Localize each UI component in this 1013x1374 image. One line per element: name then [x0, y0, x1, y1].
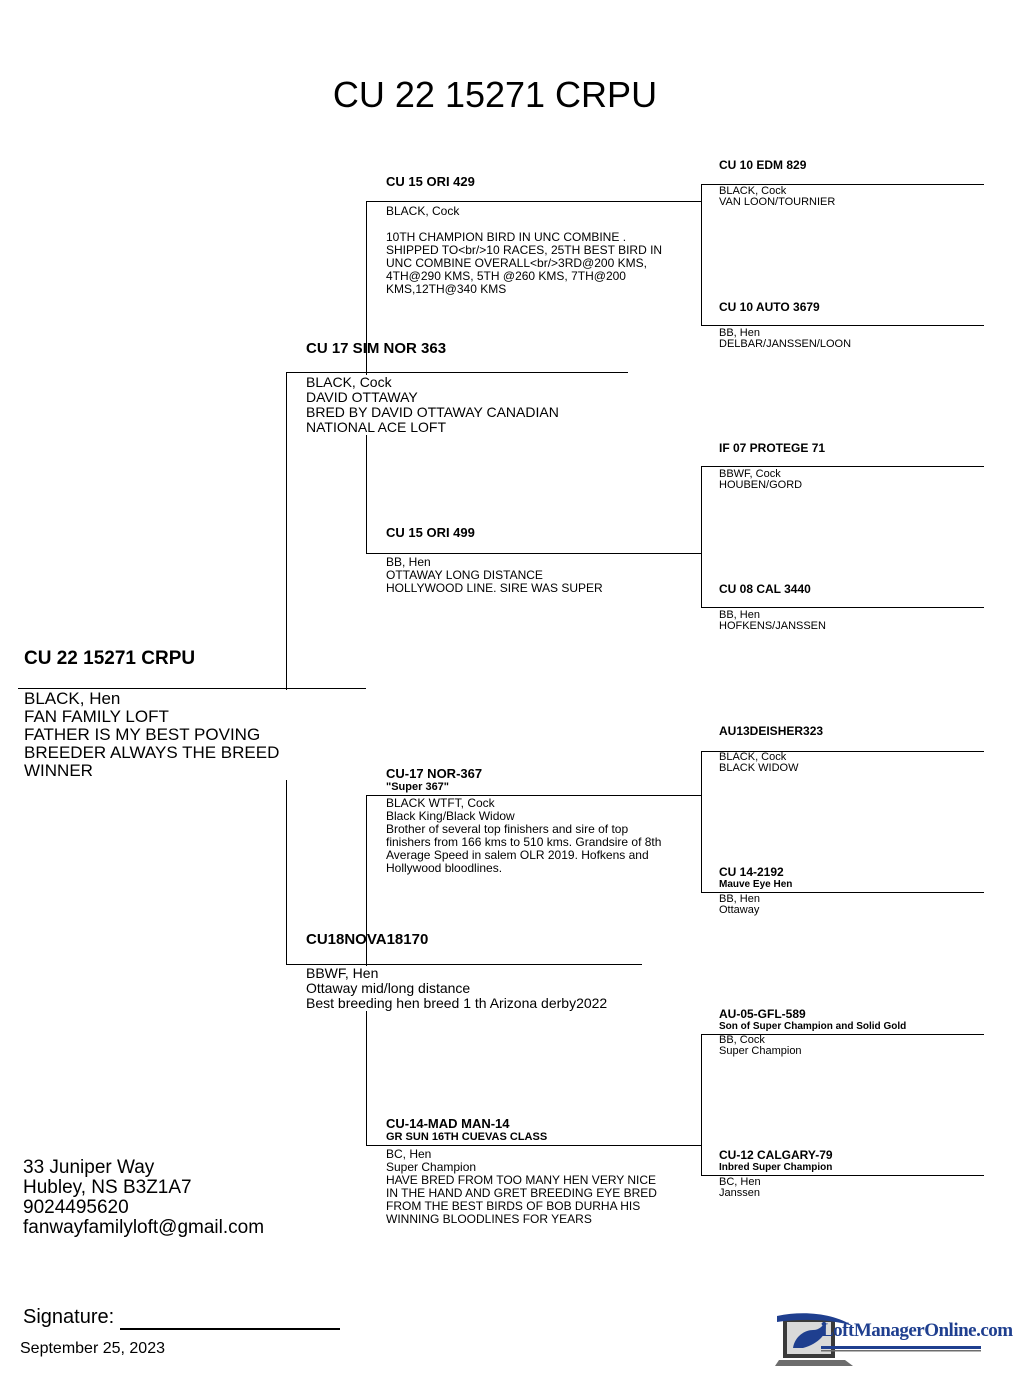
- dd-band: CU-14-MAD MAN-14: [386, 1116, 510, 1131]
- signature-line: [120, 1328, 340, 1330]
- owner-street: 33 Juniper Way: [23, 1157, 155, 1178]
- dss-details: BLACK, Cock BLACK WIDOW: [719, 751, 799, 774]
- sdd-band: CU 08 CAL 3440: [719, 582, 811, 596]
- dds-band: AU-05-GFL-589: [719, 1007, 806, 1021]
- ds-band: CU-17 NOR-367: [386, 766, 483, 781]
- ddd-band: CU-12 CALGARY-79: [719, 1148, 833, 1162]
- dss-band: AU13DEISHER323: [719, 724, 824, 738]
- signature-label: Signature:: [23, 1306, 115, 1328]
- sss-band: CU 10 EDM 829: [719, 158, 807, 172]
- sd-connector: [701, 466, 702, 608]
- ss-band: CU 15 ORI 429: [386, 174, 475, 189]
- owner-address: [23, 1158, 264, 1238]
- ddd-details: BC, Hen Janssen: [719, 1176, 761, 1199]
- dd-subtitle: GR SUN 16TH CUEVAS CLASS: [386, 1131, 548, 1143]
- ss-details: BLACK, Cock 10TH CHAMPION BIRD IN UNC COMBINE . SHIPPED TO<br/>10 RACES, 25TH BEST BIRD IN UNC COMBINE OVERALL<br/>3RD@200 KMS, 4TH@290 KMS, 5TH @260 KMS, 7TH@200 KMS,12TH@340 KMS: [386, 204, 663, 296]
- sd-band: CU 15 ORI 499: [386, 525, 475, 540]
- dd-connector: [701, 1034, 702, 1176]
- ds-details: BLACK WTFT, Cock Black King/Black Widow Brother of several top finishers and sire of top finishers from 166 kms to 510 kms. Grandsire of 8th Average Speed in salem OLR 2019. Hofkens and Hollywood bloodlines.: [386, 796, 662, 875]
- gen1-connector: [286, 372, 287, 965]
- sds-details: BBWF, Cock HOUBEN/GORD: [719, 468, 803, 491]
- sire-line: [286, 372, 628, 373]
- pedigree-title: CU 22 15271 CRPU: [332, 74, 658, 115]
- ssd-line: [701, 325, 984, 326]
- sd-details: BB, Hen OTTAWAY LONG DISTANCE HOLLYWOOD LINE. SIRE WAS SUPER: [386, 555, 603, 595]
- ssd-details: BB, Hen DELBAR/JANSSEN/LOON: [719, 327, 852, 350]
- ds-subtitle: "Super 367": [386, 781, 450, 793]
- dd-details: BC, Hen Super Champion HAVE BRED FROM TOO MANY HEN VERY NICE IN THE HAND AND GRET BREEDING EYE BRED FROM THE BEST BIRDS OF BOB DURHA HIS WINNING BLOODLINES FOR YEARS: [386, 1147, 657, 1226]
- dsd-subtitle: Mauve Eye Hen: [719, 879, 793, 890]
- sdd-details: BB, Hen HOFKENS/JANSSEN: [719, 609, 826, 632]
- dam-details: BBWF, Hen Ottaway mid/long distance Best breeding hen breed 1 th Arizona derby2022: [306, 966, 646, 1011]
- ss-connector: [701, 184, 702, 326]
- sire-band: CU 17 SIM NOR 363: [306, 340, 447, 357]
- sd-line: [366, 553, 702, 554]
- subject-details: BLACK, Hen FAN FAMILY LOFT FATHER IS MY BEST POVING BREEDER ALWAYS THE BREED WINNER: [24, 690, 324, 780]
- ds-connector: [701, 751, 702, 893]
- subject-band: CU 22 15271 CRPU: [24, 648, 199, 670]
- ssd-band: CU 10 AUTO 3679: [719, 300, 820, 314]
- owner-city: Hubley, NS B3Z1A7: [23, 1177, 192, 1198]
- dam-band: CU18NOVA18170: [306, 931, 429, 948]
- sdd-line: [701, 607, 984, 608]
- ddd-subtitle: Inbred Super Champion: [719, 1162, 833, 1173]
- loftmanager-logo: [775, 1308, 1013, 1368]
- ss-line: [366, 201, 702, 202]
- owner-email: fanwayfamilyloft@gmail.com: [23, 1217, 265, 1238]
- dsd-details: BB, Hen Ottaway: [719, 893, 760, 916]
- print-date: September 25, 2023: [20, 1340, 165, 1357]
- logo-text: LoftManagerOnline.com: [821, 1320, 1013, 1341]
- sds-band: IF 07 PROTEGE 71: [719, 441, 826, 455]
- sss-details: BLACK, Cock VAN LOON/TOURNIER: [719, 185, 836, 208]
- dds-subtitle: Son of Super Champion and Solid Gold: [719, 1021, 907, 1032]
- dd-line: [366, 1145, 702, 1146]
- dsd-band: CU 14-2192: [719, 865, 784, 879]
- dds-details: BB, Cock Super Champion: [719, 1034, 802, 1057]
- sds-line: [701, 466, 984, 467]
- owner-phone: 9024495620: [23, 1197, 129, 1218]
- sire-details: BLACK, Cock DAVID OTTAWAY BRED BY DAVID OTTAWAY CANADIAN NATIONAL ACE LOFT: [306, 375, 626, 435]
